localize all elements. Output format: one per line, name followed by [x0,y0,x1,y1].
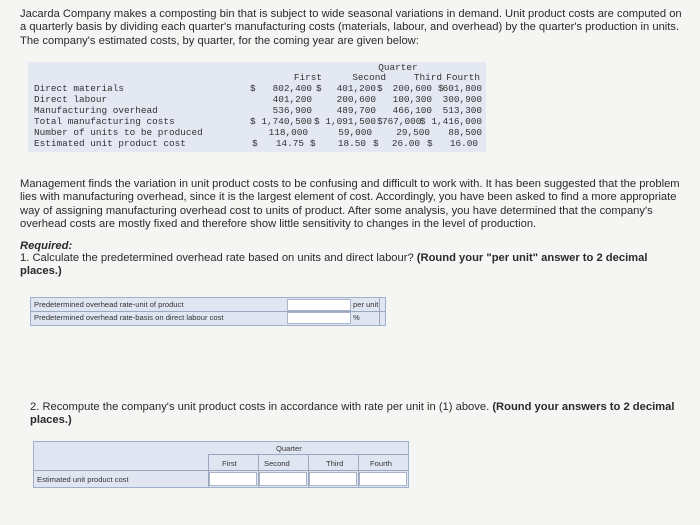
unit-cost-second-input[interactable] [259,472,307,486]
mgmt-line: overhead costs are mostly fixed and therefore show little sensitivity to changes in the level of production. [20,218,537,231]
intro-text [20,8,690,48]
unit-label: per unit [353,300,379,309]
row-label: Manufacturing overhead [34,105,158,116]
cell-value: 536,900 [272,105,312,116]
unit-label: % [353,313,360,322]
dollar-sign: $ [427,138,433,149]
dollar-sign: $ [252,138,258,149]
intro-line: The company's estimated costs, by quarter, for the coming year are given below: [20,34,419,47]
table-row [28,139,486,150]
cell-value: 18.50 [337,138,366,149]
cell-value: 802,400 [272,83,312,94]
cell-value: 200,600 [392,83,432,94]
cell-value: 29,500 [396,127,430,138]
cell-value: 14.75 [275,138,304,149]
cell-value: 118,000 [268,127,308,138]
question-2-hint: (Round your answers to 2 decimal [492,401,675,413]
cell-value: 16.00 [449,138,478,149]
table-group-header: Quarter [378,62,418,73]
dollar-sign: $ [420,116,426,127]
answer-row-label: Estimated unit product cost [37,475,129,484]
col-header-second: Second [264,459,290,468]
cell-value: 767,000 [382,116,422,127]
row-label: Direct materials [34,83,125,94]
col-header-fourth: Fourth [446,72,480,83]
unit-cost-third-input[interactable] [309,472,357,486]
overhead-rate-labour-input[interactable] [287,312,351,324]
intro-line: Jacarda Company makes a composting bin that is subject to wide seasonal variations in demand. Unit product costs are computed on [20,8,682,20]
mgmt-line: lies with manufacturing overhead, since it is the largest element of cost. Accordingly, you have been asked to find a more appropriate [20,191,677,204]
cell-value: 100,300 [392,94,432,105]
unit-cost-fourth-input[interactable] [359,472,407,486]
dollar-sign: $ [377,116,383,127]
question-2-text: 2. Recompute the company's unit product costs in accordance with rate per unit in (1) above. [30,401,490,413]
col-header-first: First [293,72,322,83]
dollar-sign: $ [377,83,383,94]
cell-value: 1,091,500 [325,116,376,127]
cell-value: 26.00 [391,138,420,149]
question-2-hint-cont: places.) [30,414,72,427]
dollar-sign: $ [310,138,316,149]
cell-value: 1,416,000 [431,116,482,127]
cost-table [28,62,486,152]
answer-row-label: Predetermined overhead rate-unit of product [34,300,184,309]
quarter-group-header: Quarter [276,444,302,453]
row-label: Direct labour [34,94,108,105]
cell-value: 300,900 [442,94,482,105]
dollar-sign: $ [438,83,444,94]
answer-table-2 [33,441,409,488]
cell-value: 466,100 [392,105,432,116]
col-header-first: First [222,459,237,468]
question-1-hint: (Round your "per unit" answer to 2 decimal places.) [20,252,648,278]
cell-value: 489,700 [336,105,376,116]
overhead-rate-per-unit-input[interactable] [287,299,351,311]
question-1 [20,252,690,279]
required-heading: Required: [20,240,73,252]
dollar-sign: $ [316,83,322,94]
cell-value: 513,300 [442,105,482,116]
dollar-sign: $ [373,138,379,149]
dollar-sign: $ [250,116,256,127]
col-header-fourth: Fourth [370,459,392,468]
question-1-text: 1. Calculate the predetermined overhead rate based on units and direct labour? [20,252,414,264]
col-header-third: Third [326,459,344,468]
cell-value: 401,200 [272,94,312,105]
management-text [20,178,690,232]
cell-value: 200,600 [336,94,376,105]
dollar-sign: $ [250,83,256,94]
cell-value: 401,200 [336,83,376,94]
answer-row-label: Predetermined overhead rate-basis on direct labour cost [34,313,224,322]
unit-cost-first-input[interactable] [209,472,257,486]
mgmt-line: Management finds the variation in unit product costs to be confusing and difficult to work with. It has been suggested that the problem [20,178,680,190]
cell-value: 1,740,500 [261,116,312,127]
dollar-sign: $ [314,116,320,127]
row-label: Number of units to be produced [34,127,203,138]
mgmt-line: way of assigning manufacturing overhead cost to units of product. After some analysis, you have determined that the company's [20,204,653,217]
col-header-third: Third [413,72,442,83]
answer-table-1 [30,297,386,326]
intro-line: a quarterly basis by dividing each quarter's manufacturing costs (materials, labour, and overhead) by the quarter's production in units. [20,21,680,34]
question-2 [30,401,690,428]
cell-value: 88,500 [448,127,482,138]
col-header-second: Second [352,72,386,83]
cell-value: 601,800 [442,83,482,94]
row-label: Total manufacturing costs [34,116,175,127]
row-label: Estimated unit product cost [34,138,186,149]
cell-value: 59,000 [338,127,372,138]
